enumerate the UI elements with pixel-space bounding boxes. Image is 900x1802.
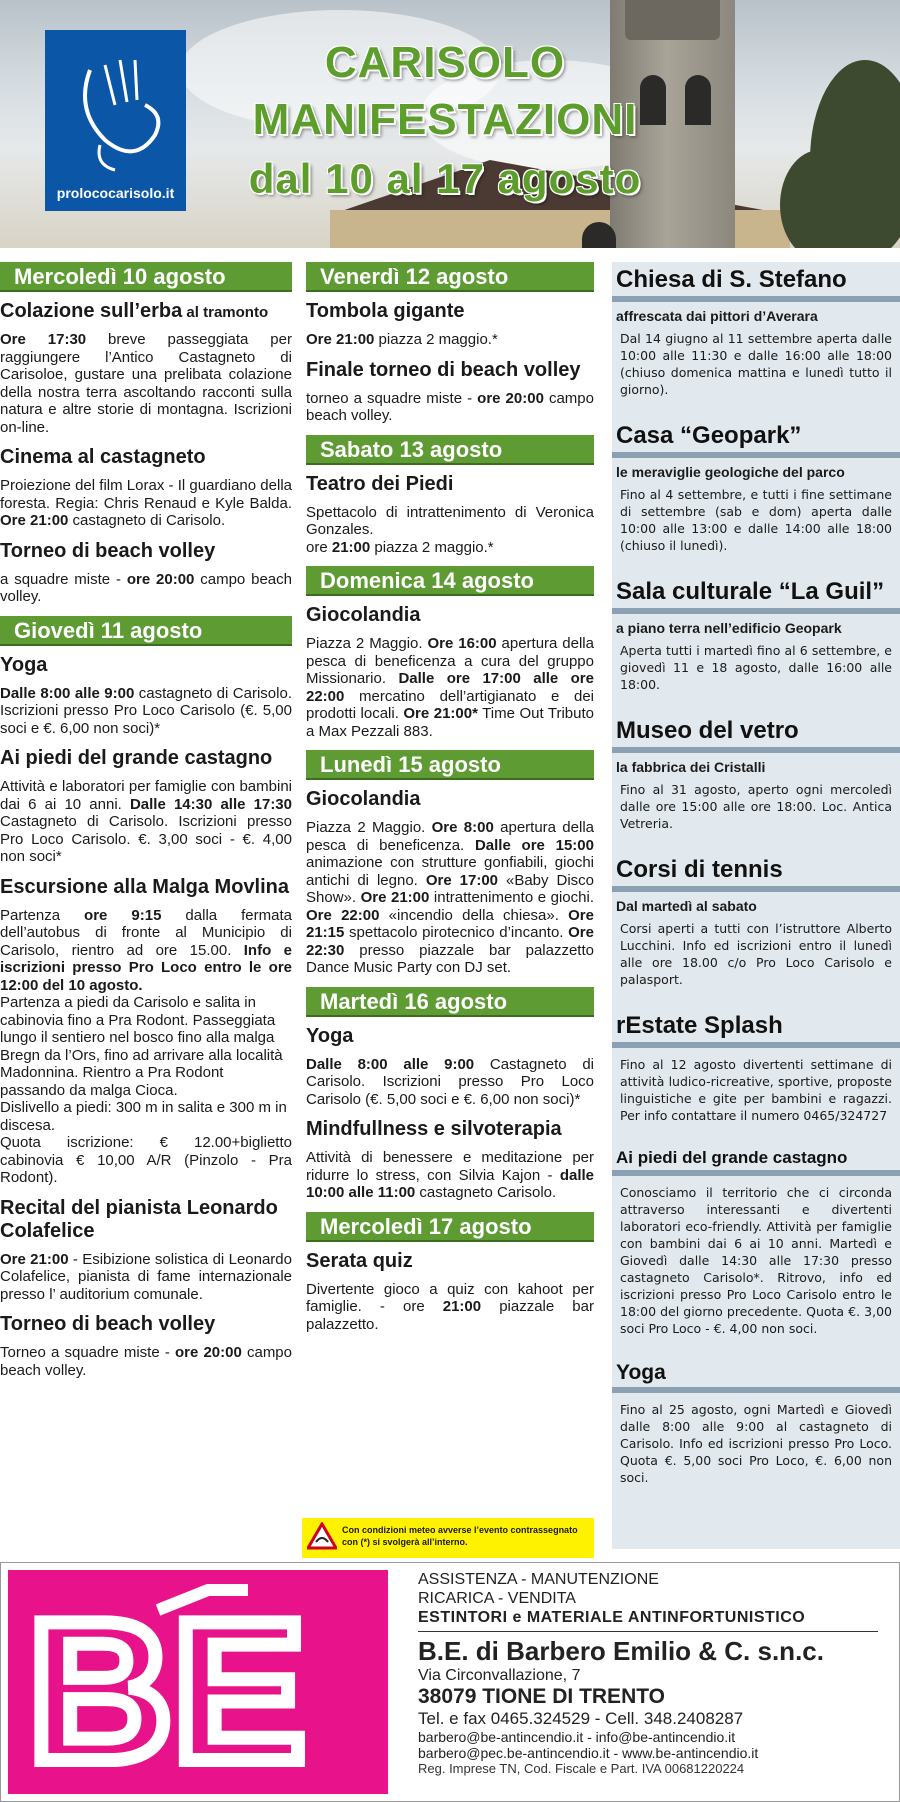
event-text: Ore 21:00 piazza 2 maggio.* [306,331,498,348]
venue-title: Chiesa di S. Stefano [612,262,900,302]
venue-title: Corsi di tennis [612,852,900,892]
event-text: Piazza 2 Maggio. Ore 16:00 apertura della pesca di beneficenza a cura del gruppo Missionario. Dalle ore 17:00 alle ore 22:00 mercatino dell’artigianato e dei prodotti locali. Ore 21:00* Time Out Tributo a Max Pezzali 883. [306,635,595,740]
sponsor-details [418,1570,898,1776]
event-text: Divertente gioco a quiz con kahoot per famiglie. - ore 21:00 piazzale bar palazzetto. [306,1280,594,1333]
day-heading: Mercoledì 17 agosto [306,1212,594,1242]
event-text: Torneo a squadre miste - ore 20:00 campo beach volley. [0,1344,292,1379]
event-text: Proiezione del film Lorax - Il guardiano della foresta. Regia: Chris Renaud e Kyle Balda. Ore 21:00 castagneto di Carisolo. [0,477,292,529]
logo-text: prolococarisolo.it [56,185,175,201]
event-text: ore 21:00 piazza 2 maggio.* [306,538,494,556]
day-heading: Domenica 14 agosto [306,566,594,596]
column-events-middle [306,262,594,1343]
event-title: Cinema al castagneto [0,446,206,468]
venue-text: Fino al 31 agosto, aperto ogni mercoledì dalle ore 15:00 alle ore 18:00. Loc. Antica Vetreria. [620,782,892,831]
bell-tower-top [625,0,720,40]
venue-title: Yoga [612,1357,900,1393]
header-banner [0,0,900,248]
day-heading: Venerdì 12 agosto [306,262,594,292]
event-text: Ore 21:00 - Esibizione solistica di Leonardo Colafelice, pianista di fame internazionale presso l’ auditorium comunale. [0,1250,292,1303]
event-text: torneo a squadre miste - ore 20:00 campo beach volley. [306,389,594,424]
sponsor-city: 38079 TIONE DI TRENTO [418,1685,666,1708]
column-events-left [0,262,292,1389]
venue-block [612,1357,900,1486]
page-title-line2: MANIFESTAZIONI [252,95,638,144]
event-text: a squadre miste - ore 20:00 campo beach volley. [0,570,292,605]
extinguisher-logo-icon [8,1570,388,1794]
sponsor-logo[interactable] [8,1570,388,1794]
venue-block [612,262,900,398]
proloco-logo[interactable] [45,30,186,211]
day-heading: Giovedì 11 agosto [0,616,292,646]
sponsor-email[interactable]: barbero@be-antincendio.it - info@be-antincendio.it [418,1729,736,1745]
day-heading: Sabato 13 agosto [306,435,594,465]
venue-subtitle: affrescata dai pittori d’Averara [616,308,818,324]
event-text: Dalle 8:00 alle 9:00 castagneto di Carisolo. Iscrizioni presso Pro Loco Carisolo (€. 5,00 soci e €. 6,00 non soci)* [0,684,292,737]
event-title: Recital del pianista Leonardo Colafelice [0,1196,278,1242]
venue-block [612,713,900,832]
event-text: Dalle 8:00 alle 9:00 Castagneto di Carisolo. Iscrizioni presso Pro Loco Carisolo (€. 5,00 soci e €. 6,00 non soci)* [306,1055,594,1108]
day-heading: Martedì 16 agosto [306,987,594,1017]
event-title: Teatro dei Piedi [306,472,454,495]
venue-title: Casa “Geopark” [612,418,900,458]
page-title-line1: CARISOLO [324,38,566,87]
day-heading: Mercoledì 10 agosto [0,262,292,292]
event-text: Attività e laboratori per famiglie con bambini dai 6 ai 10 anni. Dalle 14:30 alle 17:30 Castagneto di Carisolo. Iscrizioni presso Pro Loco Carisolo. €. 3,00 soci - €. 4,00 non soci* [0,778,292,865]
event-title: Giocolandia [306,788,421,810]
venue-text: Aperta tutti i martedì fino al 6 settembre, e giovedì 11 e 18 agosto, dalle 16:00 alle 18:00. [620,643,892,692]
venue-title: rEstate Splash [612,1008,900,1048]
sponsor-service-line: RICARICA - VENDITA [418,1590,576,1607]
sponsor-web[interactable]: barbero@pec.be-antincendio.it - www.be-antincendio.it [418,1745,759,1761]
day-heading: Lunedì 15 agosto [306,750,594,780]
venue-block [612,1008,900,1124]
event-text: Partenza ore 9:15 dalla fermata dell’autobus di fronte al Municipio di Carisolo, rientro ad ore 15.00. Info e iscrizioni presso Pro Loco entro le ore 12:00 del 10 agosto. [0,906,292,994]
church-door [582,222,616,248]
venue-subtitle: Dal martedì al sabato [616,898,757,914]
venue-text: Fino al 25 agosto, ogni Martedì e Giovedì dalle 8:00 alle 9:00 al castagneto di Carisolo. Info ed iscrizioni presso Pro Loco. Quota €. 5,00 soci Pro Loco, €. 6,00 non soci. [620,1402,892,1485]
sponsor-logo-letters: BE [28,1580,306,1794]
sponsor-registration: Reg. Imprese TN, Cod. Fiscale e Part. IVA 00681220224 [418,1761,745,1776]
warning-text: Con condizioni meteo avverse l’evento contrassegnato con (*) si svolgerà all’interno. [342,1525,578,1547]
event-title: Serata quiz [306,1249,413,1272]
event-text: Dislivello a piedi: 300 m in salita e 300 m in discesa. [0,1099,287,1134]
page-title-dates: dal 10 al 17 agosto [248,155,642,202]
venue-text: Dal 14 giugno al 11 settembre aperta dalle 10:00 alle 11:30 e dalle 16:00 alle 18:00 (chiuso domenica mattina e lunedì tutto il giorno). [620,331,892,397]
tower-window [685,75,711,125]
sponsor-service-line: ASSISTENZA - MANUTENZIONE [418,1571,659,1588]
divider [418,1631,878,1632]
sponsor-address: Via Circonvallazione, 7 [418,1667,581,1684]
event-title: Giocolandia [306,604,421,626]
venue-title: Sala culturale “La Guil” [612,574,900,614]
proloco-logo-icon [45,30,186,180]
event-title: Torneo di beach volley [0,1313,216,1335]
event-text: Quota iscrizione: € 12.00+biglietto cabinovia € 10,00 A/R (Pinzolo - Pra Rodont). [0,1134,292,1186]
venue-text: Corsi aperti a tutti con l’istruttore Alberto Lucchini. Info ed iscrizioni entro il lunedì alle ore 18.00 c/o Pro Loco Carisolo e palasport. [620,921,892,987]
venue-subtitle: le meraviglie geologiche del parco [616,464,845,480]
sponsor-phone: Tel. e fax 0465.324529 - Cell. 348.2408287 [418,1709,744,1728]
event-text: Ore 17:30 breve passeggiata per raggiungere l’Antico Castagneto di Carisoloe, gustare una prelibata colazione della nostra terra ascoltando racconti sulla natura e altre storie di montagna. Iscrizioni on-line. [0,331,292,436]
event-title: Colazione sull’erba al tramonto [0,300,269,322]
event-title: Yoga [306,1024,354,1047]
venue-text: Conosciamo il territorio che ci circonda attraverso interessanti e divertenti laboratori eco-friendly. Attività per famiglie con bambini dai 6 ai 10 anni. Martedì e Giovedì dalle 14:30 alle 17:30 presso castagneto Carisolo*. Ritrovo, info ed iscrizioni presso Pro Loco Carisolo entro le 18:00 del giorno precedente. Quota €. 3,00 soci Pro Loco - €. 4,00 non soci. [620,1185,892,1336]
sponsor-company: B.E. di Barbero Emilio & C. s.n.c. [418,1636,824,1666]
event-title: Mindfullness e silvoterapia [306,1118,562,1140]
venue-text: Fino al 4 settembre, e tutti i fine settimane di settembre (sab e dom) aperta dalle 10:00 alle 13:00 e dalle 14:00 alle 18:00 (chiuso il lunedì). [620,487,892,553]
sponsor-service-line: ESTINTORI e MATERIALE ANTINFORTUNISTICO [418,1609,806,1626]
venue-title: Museo del vetro [612,713,900,753]
venue-block [612,852,900,988]
event-text: Piazza 2 Maggio. Ore 8:00 apertura della pesca di beneficenza. Dalle ore 15:00 animazione con strutture gonfiabili, giochi antichi di legno. Ore 17:00 «Baby Disco Show». Ore 21:00 intrattenimento e giochi. Ore 22:00 «incendio della chiesa». Ore 21:15 spettacolo pirotecnico d’incanto. Ore 22:30 presso piazzale bar palazzetto Dance Music Party con DJ set. [306,819,594,976]
event-title: Finale torneo di beach volley [306,358,581,381]
venue-subtitle: a piano terra nell’edificio Geopark [616,620,842,636]
event-text: Attività di benessere e meditazione per ridurre lo stress, con Silvia Kajon - dalle 10:00 alle 11:00 castagneto Carisolo. [306,1149,594,1201]
venue-block [612,574,900,693]
event-title: Yoga [0,653,48,676]
venue-title: Ai piedi del grande castagno [612,1144,900,1176]
event-title: Escursione alla Malga Movlina [0,875,289,898]
column-venues [612,262,900,1549]
weather-warning [302,1518,594,1558]
venue-block [612,418,900,554]
venue-text: Fino al 12 agosto divertenti settimane di attività ludico-ricreative, sportive, proposte linguistiche e gite per bambini e ragazzi. Per info contattare il numero 0465/324727 [620,1057,892,1123]
event-title: Torneo di beach volley [0,539,216,562]
event-title: Ai piedi del grande castagno [0,747,273,769]
event-title: Tombola gigante [306,300,465,322]
venue-block [612,1144,900,1337]
event-text: Partenza a piedi da Carisolo e salita in cabinovia fino a Pra Rodont. Passeggiata lungo il sentiero nel bosco fino alla malga Bregn da l’Ors, fino ad arrivare alla località Madonnina. Rientro a Pra Rodont passando da malga Cioca. [0,994,283,1099]
warning-icon [307,1522,337,1550]
event-text: Spettacolo di intrattenimento di Veronica Gonzales. [306,503,594,538]
venue-subtitle: la fabbrica dei Cristalli [616,759,766,775]
